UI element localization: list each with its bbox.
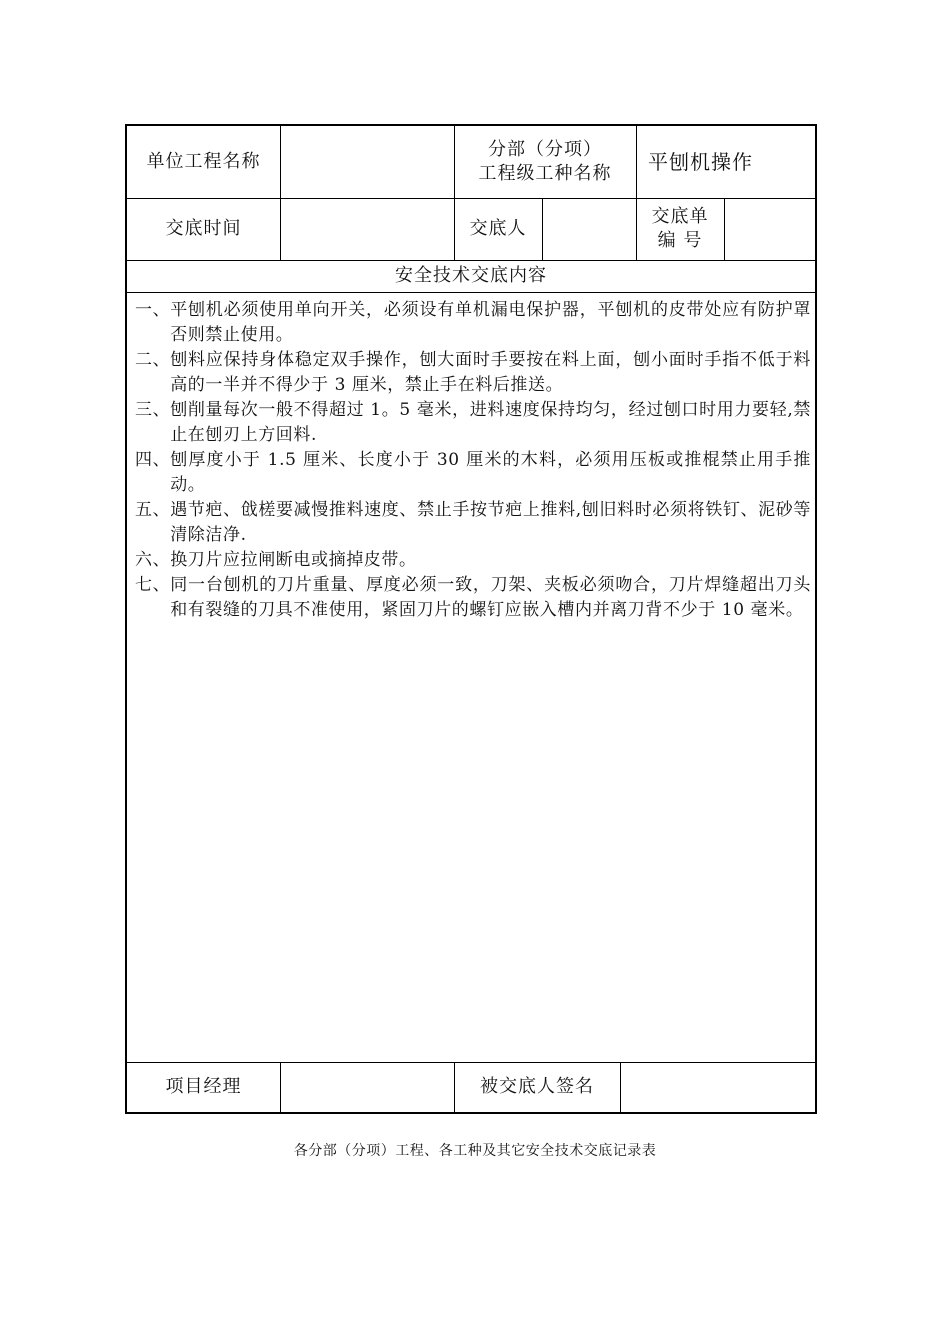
form-caption: 各分部（分项）工程、各工种及其它安全技术交底记录表: [293, 1143, 657, 1159]
item-number: 六、: [135, 550, 171, 570]
unit-project-field[interactable]: [280, 126, 454, 198]
project-manager-field[interactable]: [280, 1062, 454, 1112]
row-divider: [127, 292, 815, 293]
item-text: 同一台刨机的刀片重量、厚度必须一致，刀架、夹板必须吻合，刀片焊缝超出刀头和有裂缝的刀具不准使用，紧固刀片的螺钉应嵌入槽内并离刀背不少于 10 毫米。: [170, 575, 811, 620]
content-title: 安全技术交底内容: [395, 265, 547, 286]
list-item: [135, 548, 811, 573]
project-manager-label: 项目经理: [165, 1076, 242, 1097]
content-list: [135, 298, 811, 623]
item-text: 遇节疤、戗槎要减慢推料速度、禁止手按节疤上推料,刨旧料时必须将铁钉、泥砂等清除洁净.: [170, 500, 811, 545]
item-number: 五、: [135, 500, 171, 520]
item-text: 刨削量每次一般不得超过 1。5 毫米，进料速度保持均匀，经过刨口时用力要轻,禁止在刨刃上方回料.: [170, 400, 811, 445]
item-text: 刨厚度小于 1.5 厘米、长度小于 30 厘米的木料，必须用压板或推棍禁止用手推动。: [170, 450, 811, 495]
sub-project-label: [454, 126, 636, 198]
briefing-person-label: 交底人: [469, 218, 527, 239]
sub-project-field[interactable]: 平刨机操作: [648, 150, 753, 174]
list-item: [135, 398, 811, 448]
item-number: 四、: [135, 450, 171, 470]
item-number: 三、: [135, 400, 171, 420]
unit-project-label: 单位工程名称: [146, 151, 261, 172]
doc-number-label-line2: 编 号: [657, 230, 703, 251]
safety-briefing-form: [125, 124, 817, 1114]
doc-number-label-line1: 交底单: [651, 206, 709, 227]
list-item: [135, 298, 811, 348]
item-text: 换刀片应拉闸断电或摘掉皮带。: [170, 550, 417, 570]
list-item: [135, 498, 811, 548]
briefing-time-label: 交底时间: [165, 218, 242, 239]
briefing-time-field[interactable]: [280, 198, 454, 260]
sub-project-label-line1: 分部（分项）: [488, 139, 602, 160]
item-number: 七、: [135, 575, 171, 595]
briefing-person-field[interactable]: [542, 198, 636, 260]
item-text: 刨料应保持身体稳定双手操作，刨大面时手要按在料上面，刨小面时手指不低于料高的一半并不得少于 3 厘米，禁止手在料后推送。: [170, 350, 811, 395]
item-number: 二、: [135, 350, 171, 370]
sub-project-label-line2: 工程级工种名称: [478, 163, 612, 184]
signee-signature-field[interactable]: [620, 1062, 815, 1112]
list-item: [135, 448, 811, 498]
list-item: [135, 573, 811, 623]
list-item: [135, 348, 811, 398]
doc-number-field[interactable]: [724, 198, 815, 260]
signee-label: 被交底人签名: [480, 1076, 594, 1097]
doc-number-label: [636, 198, 724, 260]
item-number: 一、: [135, 300, 171, 320]
item-text: 平刨机必须使用单向开关，必须设有单机漏电保护器，平刨机的皮带处应有防护罩否则禁止使用。: [170, 300, 811, 345]
